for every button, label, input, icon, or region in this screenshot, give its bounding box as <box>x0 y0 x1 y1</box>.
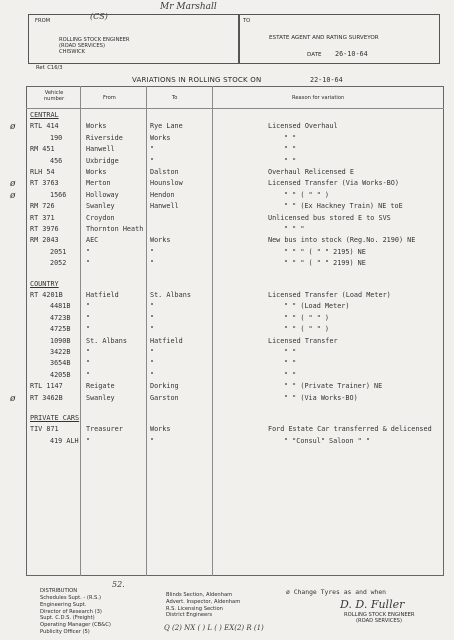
reason-cell: Ford Estate Car transferred & delicensed <box>268 425 432 434</box>
table-row <box>0 145 454 157</box>
change-tyres-mark: ø <box>10 190 16 201</box>
reason-cell: Licensed Transfer <box>268 336 338 345</box>
distribution-entry: Blinds Section, Aldenham <box>166 592 233 598</box>
to-cell: Garston <box>150 393 179 402</box>
reference: Ref. C16/3 <box>36 65 63 71</box>
to-cell: " <box>150 370 155 379</box>
to-cell: " <box>150 359 155 368</box>
from-cell: Riverside <box>86 133 123 142</box>
distribution-entry: Engineering Supt. <box>40 601 87 608</box>
vehicle-number-cell: 4723B <box>50 313 71 322</box>
reason-cell: New bus into stock (Reg.No. 2190) NE <box>268 236 416 245</box>
to-cell: Dorking <box>150 382 179 391</box>
vehicle-number-cell: 1566 <box>50 190 67 199</box>
vehicle-number-cell: 4725B <box>50 325 71 334</box>
to-cell: " <box>150 302 155 311</box>
to-cell: " <box>150 313 155 322</box>
reason-cell: " " <box>284 348 297 356</box>
from-label: FROM <box>35 18 51 24</box>
from-cell: Treasurer <box>86 425 123 434</box>
to-cell: " <box>150 156 155 165</box>
signature-line-1: ROLLING STOCK ENGINEER <box>344 612 415 618</box>
from-cell: Swanley <box>86 393 115 402</box>
reason-cell: " " <box>284 156 297 165</box>
vehicle-number-cell: 1090B <box>50 336 71 345</box>
from-cell: AEC <box>86 236 99 245</box>
footnote-change-tyres: ø Change Tyres as and when <box>286 588 387 596</box>
table-row <box>0 359 454 371</box>
distribution-entry: District Engineers <box>166 612 213 619</box>
from-box <box>28 14 240 64</box>
change-tyres-mark: ø <box>10 393 16 404</box>
distribution-entry: Director of Research (3) <box>40 608 102 615</box>
to-cell: " <box>150 325 155 334</box>
from-cell: " <box>86 370 91 379</box>
distribution-entry: Schedules Supt. - (R.S.) <box>40 595 101 601</box>
vehicle-number-cell: 419 ALH <box>50 436 79 445</box>
vehicle-number-cell: RTL 414 <box>30 122 59 131</box>
vehicle-number-cell: 190 <box>50 133 63 142</box>
vehicle-number-cell: RT 3462B <box>30 393 63 402</box>
from-cell: " <box>86 302 91 311</box>
reason-cell: " " <box>284 145 297 154</box>
to-cell: Hendon <box>150 190 175 199</box>
distribution-label: DISTRIBUTION <box>40 588 78 594</box>
signature: D. D. Fuller <box>340 598 405 611</box>
col-header-from: From <box>103 95 116 101</box>
to-cell: Hatfield <box>150 336 183 345</box>
table-row <box>0 437 454 449</box>
to-name: ESTATE AGENT AND RATING SURVEYOR <box>269 35 379 41</box>
to-cell: Rye Lane <box>150 122 183 131</box>
col-header-to: To <box>172 95 178 101</box>
distribution-entry: Operating Manager (CB&C) <box>40 622 111 629</box>
vehicle-number-cell: RTL 1147 <box>30 382 63 391</box>
table-row <box>0 425 454 437</box>
reason-cell: " " (Load Meter) <box>284 302 350 311</box>
reason-cell: Licensed Overhaul <box>268 122 338 131</box>
distribution-codes: Q (2) NX ( ) L ( ) EX(2) R (1) <box>164 624 264 632</box>
handwritten-note: Mr Marshall <box>160 2 217 12</box>
to-cell: Works <box>150 236 171 245</box>
from-line-1: ROLLING STOCK ENGINEER <box>59 37 130 43</box>
from-cell: Swanley <box>86 202 115 211</box>
table-row <box>0 314 454 326</box>
vehicle-number-cell: RT 4201B <box>30 291 63 299</box>
reason-cell: " " ( " " ) <box>284 325 330 334</box>
to-cell: Dalston <box>150 168 179 176</box>
vehicle-number-cell: 4481B <box>50 302 71 311</box>
to-label: TO <box>243 18 251 24</box>
reason-cell: " " <box>284 370 297 379</box>
vehicle-number-cell: RT 3976 <box>30 225 59 233</box>
vehicle-number-cell: TIV 871 <box>30 425 59 434</box>
reason-cell: " " (Via Works-BO) <box>284 393 358 402</box>
table-row <box>0 225 454 237</box>
from-cell: Reigate <box>86 382 115 391</box>
reason-cell: " " (Private Trainer) NE <box>284 382 383 391</box>
header-rule <box>26 108 444 109</box>
table-row <box>0 382 454 394</box>
table-row <box>0 122 454 134</box>
distribution-entry: Supt. C.D.S. (Freight) <box>40 615 95 622</box>
reason-cell: " " ( " " ) <box>284 190 330 199</box>
from-cell: Croydon <box>86 213 115 222</box>
to-cell: " <box>150 247 155 256</box>
date-value: 26-10-64 <box>335 50 368 58</box>
section-heading: PRIVATE CARS <box>30 414 80 422</box>
to-cell: St. Albans <box>150 291 191 299</box>
vehicle-number-cell: RM 726 <box>30 202 55 211</box>
from-cell: Hanwell <box>86 145 115 154</box>
vehicle-number-cell: 4205B <box>50 370 71 379</box>
page-title: VARIATIONS IN ROLLING STOCK ON <box>132 76 262 84</box>
from-cell: Works <box>86 122 107 131</box>
section-heading: CENTRAL <box>30 111 59 119</box>
table-row <box>0 291 454 303</box>
table-row <box>0 371 454 383</box>
table-row <box>0 179 454 191</box>
vehicle-number-cell: RLH 54 <box>30 168 55 176</box>
vehicle-number-cell: 3422B <box>50 348 71 356</box>
to-cell: Works <box>150 425 171 434</box>
reason-cell: " " ( " " ) <box>284 313 330 322</box>
table-row <box>0 134 454 146</box>
col-header-vehicle: Vehicle number <box>43 90 65 102</box>
vehicle-number-cell: RM 451 <box>30 145 55 154</box>
table-row <box>0 325 454 337</box>
from-cell: Hatfield <box>86 291 119 299</box>
table-row <box>0 259 454 271</box>
from-cell: Works <box>86 168 107 176</box>
distribution-entry: Advert. Inspector, Aldenham <box>166 598 241 605</box>
col-header-reason: Reason for variation <box>292 95 345 101</box>
distribution-entry: Publicity Officer (5) <box>40 629 90 635</box>
reason-cell: " " <box>284 133 297 142</box>
to-cell: Works <box>150 133 171 142</box>
vehicle-number-cell: RT 371 <box>30 213 55 222</box>
from-cell: Uxbridge <box>86 156 119 165</box>
table-row <box>0 394 454 406</box>
to-cell: Hounslow <box>150 179 183 188</box>
from-cell: " <box>86 436 91 445</box>
reason-cell: " " " ( " " 2199) NE <box>284 259 366 268</box>
vehicle-number-cell: 2052 <box>50 259 67 268</box>
from-cell: " <box>86 348 91 356</box>
table-row <box>0 191 454 203</box>
reason-cell: Overhaul Relicensed E <box>268 168 354 176</box>
from-cell: " <box>86 247 91 256</box>
table-row <box>0 168 454 180</box>
to-box <box>238 14 440 64</box>
vehicle-number-cell: 456 <box>50 156 63 165</box>
distribution-entry: R.S. Licensing Section <box>166 605 223 612</box>
section-heading: COUNTRY <box>30 279 59 288</box>
reason-cell: " " <box>284 359 297 368</box>
from-line-2: (ROAD SERVICES) <box>59 43 105 49</box>
reason-cell: " " (Ex Hackney Train) NE toE <box>284 202 403 211</box>
from-line-3: CHISWICK <box>59 49 86 55</box>
table-row <box>0 248 454 260</box>
from-cell: Merton <box>86 179 111 188</box>
table-row <box>0 214 454 226</box>
to-cell: " <box>150 145 155 154</box>
from-cell: " <box>86 259 91 268</box>
reason-cell: " " " <box>284 225 305 233</box>
table-row <box>0 202 454 214</box>
vehicle-number-cell: RM 2043 <box>30 236 59 245</box>
change-tyres-mark: ø <box>10 179 16 190</box>
from-cell: Holloway <box>86 190 119 199</box>
from-cell: St. Albans <box>86 336 127 345</box>
table-row <box>0 157 454 169</box>
to-cell: Hanwell <box>150 202 179 211</box>
reason-cell: " " " ( " " 2195) NE <box>284 247 366 256</box>
reason-cell: Licensed Transfer (Load Meter) <box>268 291 391 299</box>
from-cell: " <box>86 359 91 368</box>
to-cell: " <box>150 348 155 356</box>
page-title-date: 22-10-64 <box>310 76 343 84</box>
table-row <box>0 302 454 314</box>
from-cell: Thornton Heath <box>86 225 144 233</box>
change-tyres-mark: ø <box>10 122 16 133</box>
vehicle-number-cell: RT 3763 <box>30 179 59 188</box>
handwritten-sub-note: (CS) <box>90 12 108 21</box>
from-cell: " <box>86 313 91 322</box>
table-row <box>0 337 454 349</box>
vehicle-number-cell: 2051 <box>50 247 67 256</box>
distribution-count: 52. <box>112 580 125 589</box>
vehicle-number-cell: 3654B <box>50 359 71 368</box>
to-cell: " <box>150 436 155 445</box>
table-row <box>0 348 454 360</box>
from-cell: " <box>86 325 91 334</box>
signature-line-2: (ROAD SERVICES) <box>356 618 402 624</box>
reason-cell: Unlicensed bus stored E to SVS <box>268 213 391 222</box>
date-label: DATE <box>307 52 322 58</box>
table-row <box>0 236 454 248</box>
reason-cell: Licensed Transfer (Via Works-BO) <box>268 179 399 188</box>
to-cell: " <box>150 259 155 268</box>
reason-cell: " "Consul" Saloon " " <box>284 436 370 445</box>
